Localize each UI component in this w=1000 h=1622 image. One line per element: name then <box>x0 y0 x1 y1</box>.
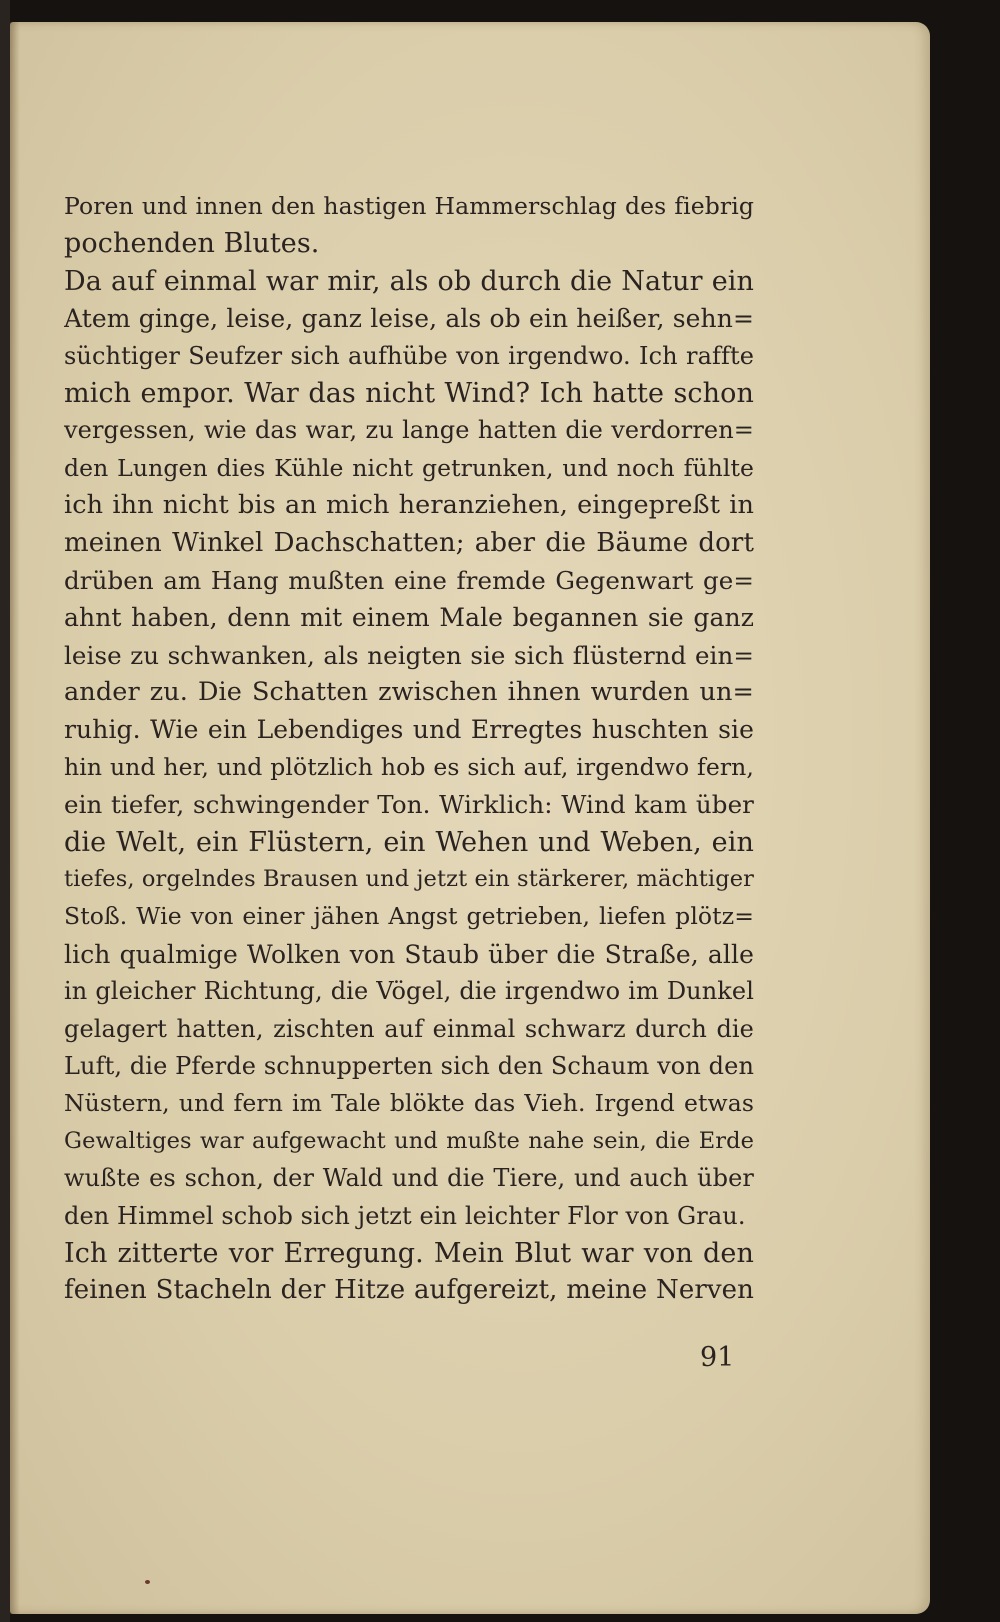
text-line: ahnt haben, denn mit einem Male begannen sie ganz <box>64 603 754 633</box>
text-line: tiefes, orgelndes Brausen und jetzt ein stärkerer, mächtiger <box>64 866 754 893</box>
text-line: Luft, die Pferde schnupperten sich den Schaum von den <box>64 1051 754 1080</box>
text-line: ein tiefer, schwingender Ton. Wirklich: Wind kam über <box>64 790 754 820</box>
book-spine <box>0 0 10 1622</box>
text-line: ruhig. Wie ein Lebendiges und Erregtes huschten sie <box>64 715 754 745</box>
text-line: vergessen, wie das war, zu lange hatten die verdorren= <box>64 416 754 445</box>
text-line: ander zu. Die Schatten zwischen ihnen wurden un= <box>64 677 754 708</box>
text-line: Poren und innen den hastigen Hammerschlag des fiebrig <box>64 192 754 220</box>
paper-speck <box>145 1580 150 1584</box>
text-line: Nüstern, und fern im Tale blökte das Vieh. Irgend etwas <box>64 1089 754 1118</box>
text-line: hin und her, und plötzlich hob es sich auf, irgendwo fern, <box>64 752 754 781</box>
text-line: den Lungen dies Kühle nicht getrunken, und noch fühlte <box>64 453 754 482</box>
text-line: Gewaltiges war aufgewacht und mußte nahe sein, die Erde <box>64 1127 754 1154</box>
text-line: drüben am Hang mußten eine fremde Gegenwart ge= <box>64 565 754 595</box>
text-line: mich empor. War das nicht Wind? Ich hatte schon <box>64 377 754 409</box>
text-line: Ich zitterte vor Erregung. Mein Blut war von den <box>64 1237 754 1269</box>
text-line: leise zu schwanken, als neigten sie sich flüsternd ein= <box>64 640 754 670</box>
text-line: süchtiger Seufzer sich aufhübe von irgendwo. Ich raffte <box>64 341 754 370</box>
book-page <box>10 22 930 1614</box>
text-line: Stoß. Wie von einer jähen Angst getrieben, liefen plötz= <box>64 902 754 931</box>
text-line: feinen Stacheln der Hitze aufgereizt, meine Nerven <box>64 1275 754 1306</box>
text-line: gelagert hatten, zischten auf einmal schwarz durch die <box>64 1014 754 1043</box>
text-line: Atem ginge, leise, ganz leise, als ob ein heißer, sehn= <box>64 304 754 334</box>
text-line: meinen Winkel Dachschatten; aber die Bäume dort <box>64 527 754 558</box>
text-line: pochenden Blutes. <box>64 228 320 260</box>
text-line: den Himmel schob sich jetzt ein leichter Flor von Grau. <box>64 1201 746 1230</box>
text-line: die Welt, ein Flüstern, ein Wehen und Weben, ein <box>64 826 754 858</box>
page-text <box>64 188 754 1310</box>
text-line: ich ihn nicht bis an mich heranziehen, eingepreßt in <box>64 490 754 521</box>
text-line: in gleicher Richtung, die Vögel, die irgendwo im Dunkel <box>64 977 754 1006</box>
page-number: 91 <box>700 1342 735 1373</box>
text-line: lich qualmige Wolken von Staub über die Straße, alle <box>64 939 754 969</box>
text-line: wußte es schon, der Wald und die Tiere, und auch über <box>64 1164 754 1193</box>
text-line: Da auf einmal war mir, als ob durch die Natur ein <box>64 265 754 297</box>
